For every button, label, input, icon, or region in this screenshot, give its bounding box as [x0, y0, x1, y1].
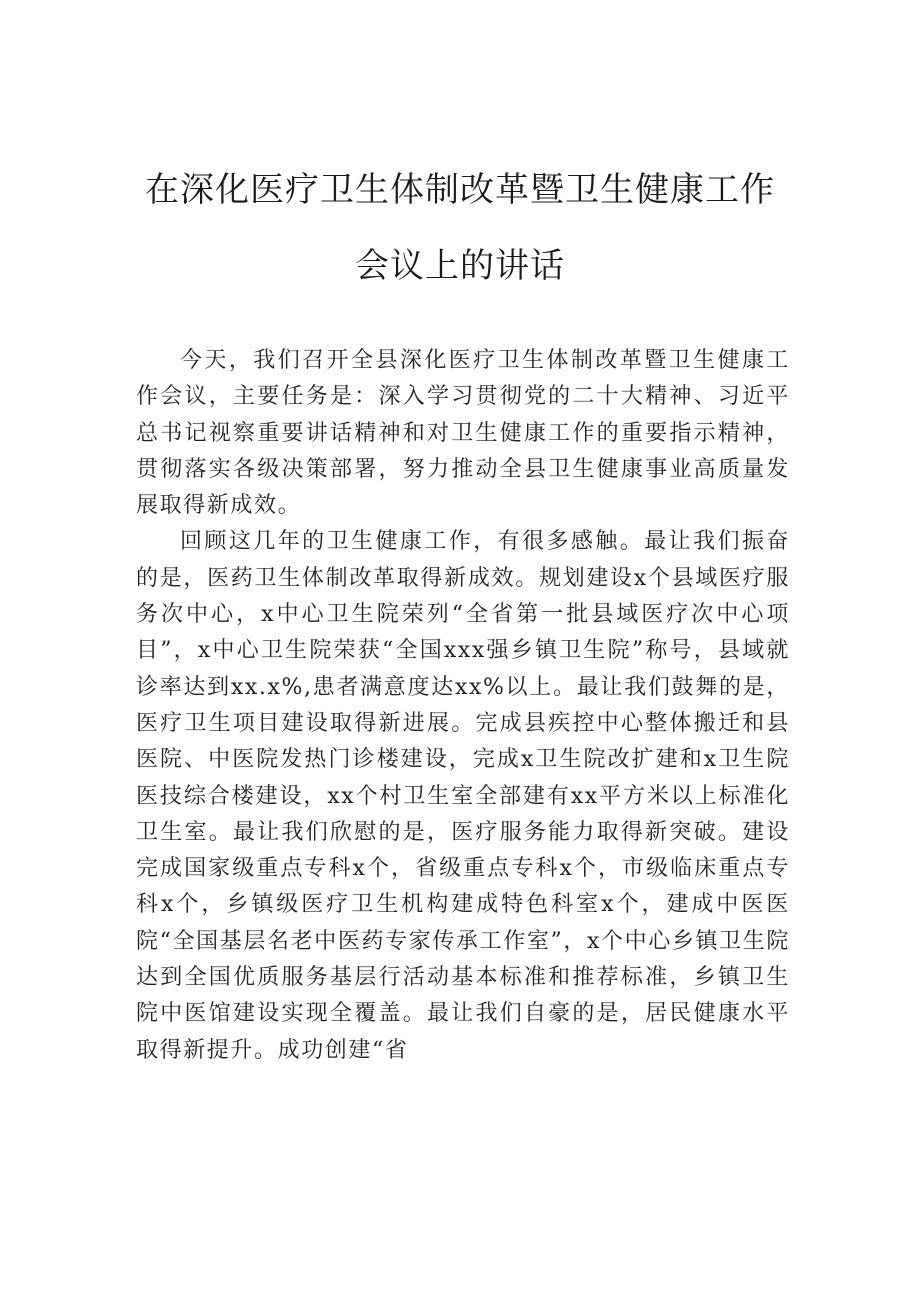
paragraph-intro: 今天，我们召开全县深化医疗卫生体制改革暨卫生健康工作会议，主要任务是：深入学习贯彻党的二十大精神、习近平总书记视察重要讲话精神和对卫生健康工作的重要指示精神，贯彻落实各级决策部署，努力推动全县卫生健康事业高质量发展取得新成效。 [136, 348, 790, 519]
paragraph-review: 回顾这几年的卫生健康工作，有很多感触。最让我们振奋的是，医药卫生体制改革取得新成效。规划建设x个县域医疗服务次中心，x中心卫生院荣列“全省第一批县域医疗次中心项目”，x中心卫生院荣获“全国xxx强乡镇卫生院”称号，县域就诊率达到xx.x%,患者满意度达xx%以上。最让我们鼓舞的是，医疗卫生项目建设取得新进展。完成县疾控中心整体搬迁和县医院、中医院发热门诊楼建设，完成x卫生院改扩建和x卫生院医技综合楼建设，xx个村卫生室全部建有xx平方米以上标准化卫生室。最让我们欣慰的是，医疗服务能力取得新突破。建设完成国家级重点专科x个，省级重点专科x个，市级临床重点专科x个，乡镇级医疗卫生机构建成特色科室x个，建成中医医院“全国基层名老中医药专家传承工作室”，x个中心乡镇卫生院达到全国优质服务基层行活动基本标准和推荐标准，乡镇卫生院中医馆建设实现全覆盖。最让我们自豪的是，居民健康水平取得新提升。成功创建“省 [136, 529, 790, 1063]
document-title-line-1: 在深化医疗卫生体制改革暨卫生健康工作 [145, 170, 775, 210]
document-title-line-2: 会议上的讲话 [355, 246, 565, 286]
document-body [136, 343, 790, 1069]
